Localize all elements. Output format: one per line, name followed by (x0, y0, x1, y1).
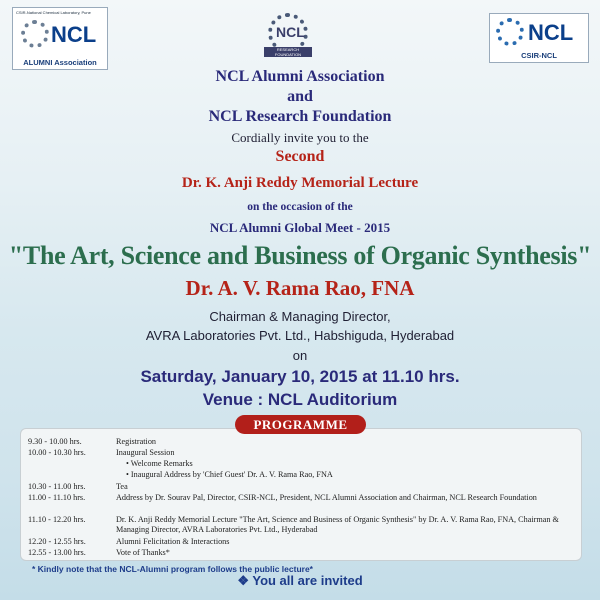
programme-time: 11.00 - 11.10 hrs. (28, 493, 86, 502)
programme-time: 12.20 - 12.55 hrs. (28, 537, 86, 546)
csir-ncl-logo (489, 13, 589, 63)
event-venue: Venue : NCL Auditorium (202, 390, 398, 409)
host-line-2: and (287, 88, 313, 105)
programme-desc: Inaugural Session (116, 448, 175, 457)
programme-heading: PROGRAMME (235, 415, 366, 434)
on-line: on (292, 348, 308, 363)
programme-desc: Vote of Thanks* (116, 548, 170, 557)
programme-desc: • Inaugural Address by 'Chief Guest' Dr. A. V. Rama Rao, FNA (126, 470, 333, 479)
logo-small-text: CSIR-National Chemical Laboratory, Pune (16, 10, 91, 15)
logo-caption: CSIR-NCL (521, 51, 557, 60)
ncl-alumni-logo (12, 7, 108, 70)
speaker-org: AVRA Laboratories Pvt. Ltd., Habshiguda, Hyderabad (145, 328, 455, 343)
logo-caption: ALUMNI Association (23, 58, 97, 67)
host-line-3: NCL Research Foundation (208, 108, 392, 125)
programme-time: 10.30 - 11.00 hrs. (28, 482, 86, 491)
host-line-1: NCL Alumni Association (215, 68, 385, 85)
gear-icon (21, 20, 49, 48)
logo-caption: RESEARCH FOUNDATION (264, 47, 312, 57)
occasion-line: on the occasion of the (247, 201, 353, 213)
logo-wordmark: NCL (51, 22, 97, 47)
logo-wordmark: NCL (276, 24, 305, 40)
programme-time: 11.10 - 12.20 hrs. (28, 515, 86, 524)
programme-time: 9.30 - 10.00 hrs. (28, 437, 82, 446)
invite-text: You all are invited (252, 573, 363, 588)
speaker-name: Dr. A. V. Rama Rao, FNA (185, 276, 415, 300)
ordinal-line: Second (275, 148, 325, 165)
memorial-lecture-line: Dr. K. Anji Reddy Memorial Lecture (181, 175, 419, 191)
programme-desc: Address by Dr. Sourav Pal, Director, CSIR-NCL, President, NCL Alumni Association and Chairman, NCL Research Foundation (116, 493, 537, 502)
global-meet-line: NCL Alumni Global Meet - 2015 (209, 220, 391, 235)
gear-icon (496, 18, 524, 46)
programme-desc: Registration (116, 437, 157, 446)
footer-note: * Kindly note that the NCL-Alumni program follows the public lecture* (32, 564, 313, 574)
programme-time: 12.55 - 13.00 hrs. (28, 548, 86, 557)
programme-desc: Dr. K. Anji Reddy Memorial Lecture "The Art, Science and Business of Organic Synthesis" by Dr. A. V. Rama Rao, FNA, Chairman & Managing Director, AVRA Laboratories Pvt. Ltd., Hyderabad (116, 515, 559, 534)
invite-line: Cordially invite you to the (231, 130, 369, 145)
research-foundation-logo (264, 13, 312, 55)
programme-desc: Alumni Felicitation & Interactions (116, 537, 230, 546)
programme-desc: • Welcome Remarks (126, 459, 193, 468)
arrow-icon: ❖ (237, 573, 253, 588)
logo-wordmark: NCL (528, 20, 574, 45)
lecture-title: "The Art, Science and Business of Organic Synthesis" (8, 241, 592, 270)
event-datetime: Saturday, January 10, 2015 at 11.10 hrs. (140, 367, 460, 386)
speaker-role: Chairman & Managing Director, (209, 309, 391, 324)
programme-time: 10.00 - 10.30 hrs. (28, 448, 86, 457)
programme-desc: Tea (116, 482, 128, 491)
invite-footer (0, 573, 600, 589)
